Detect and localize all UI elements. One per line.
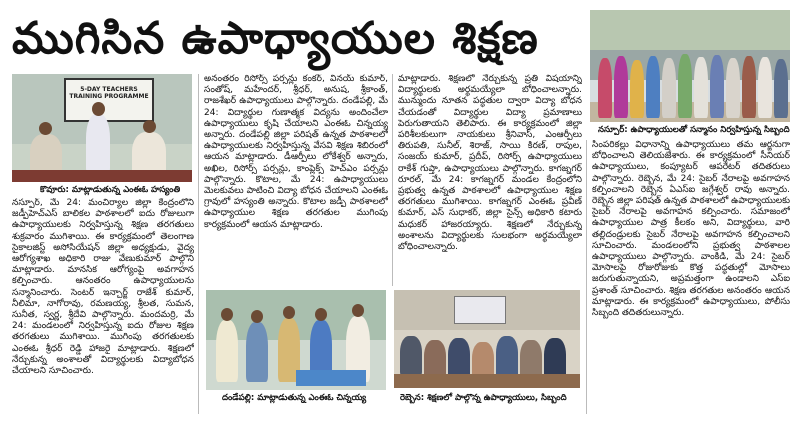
photo-classroom	[394, 290, 580, 388]
caption-classroom: రెబ్బెన: శిక్షణలో పాల్గొన్న ఉపాధ్యాయులు, సిబ్బంది	[400, 393, 567, 403]
caption-speaker: కొవూరు: మాట్లాడుతున్న ఎంఈఓ హస్యంతి	[40, 185, 181, 195]
photo-officials	[206, 290, 386, 390]
article-column-4	[592, 140, 790, 420]
article-text: నస్పూర్, మే 24: మంచిర్యాల జిల్లా కేంద్రంలోని జడ్పీహెచ్ఎస్ బాలికల పాఠశాలలో ఐదు రోజులుగా ఉపాధ్యాయులకు నిర్వహిస్తున్న శిక్షణ తరగతులు శుక్రవారం ముగిశాయి. ఈ కార్యక్రమంలో తెలంగాణ సైకాలజిస్ట్ అసోసియేషన్ జిల్లా అధ్యక్షుడు, వైద్య ఆరోగ్యశాఖ అధికారి రాజు వేణుకుమార్ పాల్గొని మాట్లాడారు. మానసిక ఆరోగ్యంపై అవగాహన కల్పించారు. ఆనంతరం ఉపాధ్యాయులను సన్మానించారు. సెంటర్ ఇన్చార్జ్ రాజేశ్ కుమార్, నీలిమా, నాగోరావు, రమణయ్య, శ్రీలత, సుమన, సునీత, స్వర్ణ, శ్రీదేవి పాల్గొన్నారు. మందమర్రి, మే 24: మండలంలో నిర్వహిస్తున్న ఐదు రోజుల శిక్షణ తరగతులు ముగిశాయి. ముగింపు తరగతులకు ఎంఈఓ శ్రీధర్ రెడ్డి హాజరై మాట్లాడారు. శిక్షణలో నేర్చుకున్న అంశాలతో విద్యార్థులకు విద్యాబోధన చేయాలని సూచించారు.	[12, 198, 194, 377]
caption-officials: దండేపల్లి: మాట్లాడుతున్న ఎంఈఓ చిన్నయ్య	[222, 393, 367, 403]
column-divider	[392, 74, 393, 286]
training-banner: 5-DAY TEACHERS TRAINING PROGRAMME	[64, 78, 154, 122]
column-divider	[586, 140, 587, 414]
article-column-3	[398, 74, 582, 286]
photo-group	[590, 10, 790, 122]
column-divider	[198, 74, 199, 414]
article-column-1	[12, 198, 194, 420]
headline: ముగిసిన ఉపాధ్యాయుల శిక్షణ	[12, 13, 539, 64]
caption-group: నస్పూర్: ఉపాధ్యాయులతో సన్మానం నిర్వహిస్తున్న సిబ్బంది	[598, 125, 790, 135]
article-text: మాట్లాడారు. శిక్షణలో నేర్చుకున్న ప్రతి విషయాన్ని విద్యార్థులకు అర్థమయ్యేలా బోధించాలన్నారు. మున్ముందు నూతన పద్ధతుల ద్వారా విద్యా బోధన చేయడంతో విద్యార్థుల విద్యా ప్రమాణాలు పెరుగుతాయని తెలిపారు. ఈ కార్యక్రమంలో జిల్లా పరిశీలకులుగా నాయకులు శ్రీనివాస్, ఎంఆర్పీలు తిరుపతి, సునీల్, శిరాజ్, సాయి కిరణ్, రాపుల, సంజయ్ కుమార్, ప్రదీప్, రిసోర్స్ ఉపాధ్యాయులు రాకేశ్ గుప్తా, ఉపాధ్యాయులు పాల్గొన్నారు. కాగజ్నగర్ రూరల్, మే 24: కాగజ్నగర్ మండల కేంద్రంలోని ప్రభుత్వ ఉన్నత పాఠశాలలో ఉపాధ్యాయుల శిక్షణ తరగతులు ముగిశాయి. కాగజ్నగర్ ఎంఈఓ ప్రవీణ్ కుమార్, ఎస్ సుధాకర్, జిల్లా సైన్స్ అధికారి కటారు మధుకర్ హాజరయ్యారు. శిక్షణలో నేర్చుకున్న అంశాలను విద్యార్థులకు సులభంగా అర్థమయ్యేలా బోధించాలన్నారు.	[398, 74, 582, 253]
article-column-2	[204, 74, 388, 286]
photo-speaker	[12, 74, 192, 182]
article-text: అనంతరం రిసోర్స్ పర్సన్లు కంకర్, వినయ్ కుమార్, సంతోష్, మహేందర్, శ్రీధర్, అనుష, శ్రీకాంత్, రాజశేఖర్ ఉపాధ్యాయులు పాల్గొన్నారు. దండేపల్లి, మే 24: విద్యార్థుల గుణాత్మక విద్యను అందించేలా ఉపాధ్యాయులు కృషి చేయాలని ఎంఈఓ చిన్నయ్య అన్నారు. దండేపల్లి జిల్లా పరిషత్ ఉన్నత పాఠశాలలో ఉపాధ్యాయులకు నిర్వహిస్తున్న వేసవి శిక్షణ శిబిరంలో ఆయన మాట్లాడారు. డీఆర్పీలు లోకేశ్వర్ అన్నారు, అఖిల, రిసోర్స్ పర్సన్లు, కాంప్లెక్స్ హెచ్ఎం పర్సన్లు పాల్గొన్నారు. కొటాల, మే 24: ఉపాధ్యాయులు మెలకువలు పాటించి విద్యా బోధన చేయాలని ఎంఈఓ గ్రావులో హస్యంతి అన్నారు. కొటాల జడ్పీ పాఠశాలలో ఉపాధ్యాయుల శిక్షణ తరగతుల ముగింపు కార్యక్రమంలో ఆయన మాట్లాడారు.	[204, 74, 388, 230]
article-text: సింపరికల్లు విధానాన్ని ఉపాధ్యాయులు తమ ఆర్జనుగా బోధించాలని తెలియజేశారు. ఈ కార్యక్రమంలో సీనియర్ ఉపాధ్యాయులు, కంప్యూటర్ ఆపరేటర్ తదితరులు పాల్గొన్నారు. రెబ్బెన, మే 24: సైబర్ నేరాలపై అవగాహన కల్పించాలని రెబ్బెన ఏఎస్ఐ జగ్గేశ్వర్ రావు అన్నారు. రెబ్బెన జిల్లా పరిషత్ ఉన్నత పాఠశాలలో ఉపాధ్యాయులకు సైబర్ నేరాలపై అవగాహన కల్పించారు. సమాజంలో ఉపాధ్యాయుల పాత్ర కీలకం అని, విద్యార్థులు, వారి తల్లిదండ్రులకు సైబర్ నేరాలపై అవగాహన కల్పించాలని సూచించారు. మండలంలోని ప్రభుత్వ పాఠశాలల ఉపాధ్యాయులు పాల్గొన్నారు. వాంకిడి, మే 24: సైబర్ మోసాలపై రోజురోజుకు కొత్త పద్ధతుల్లో మోసాలు జరుగుతున్నాయని, అప్రమత్తంగా ఉండాలని ఎస్ఐ ప్రశాంత్ సూచించారు. శిక్షణ తరగతుల అనంతరం ఆయన మాట్లాడారు. ఈ కార్యక్రమంలో ఉపాధ్యాయులు, పోలీసు సిబ్బంది తదితరులున్నారు.	[592, 140, 790, 319]
